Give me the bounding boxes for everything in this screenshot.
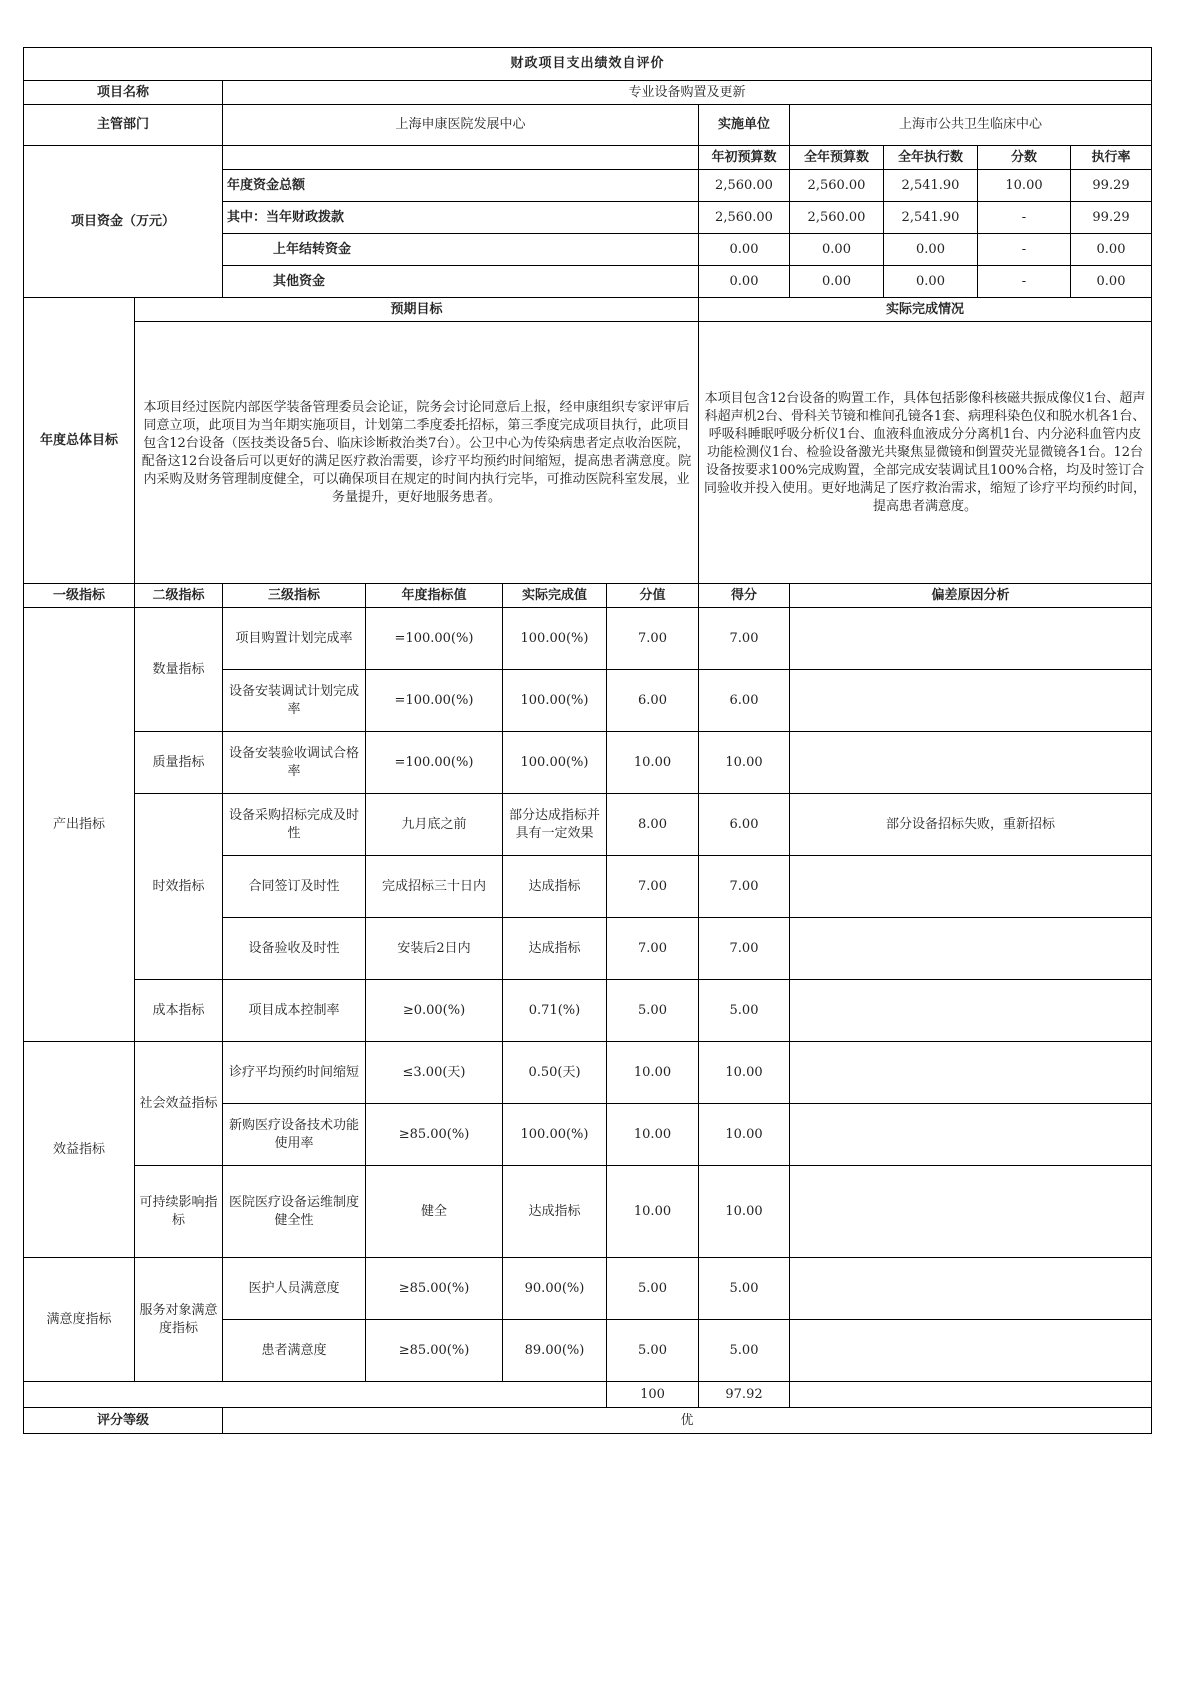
actual-cell: 100.00(%): [503, 1104, 607, 1166]
score-cell: 10.00: [607, 1104, 699, 1166]
indicator-header-target: 年度指标值: [366, 584, 503, 608]
funds-cell: 2,541.90: [884, 202, 978, 234]
indicator-header-reason: 偏差原因分析: [790, 584, 1152, 608]
target-cell: =100.00(%): [366, 732, 503, 794]
reason-cell: [790, 670, 1152, 732]
level2-quality: 质量指标: [135, 732, 223, 794]
funds-row-name: 其他资金: [223, 266, 699, 298]
level2-timeliness: 时效指标: [135, 794, 223, 980]
actual-cell: 100.00(%): [503, 670, 607, 732]
funds-row-name: 年度资金总额: [223, 170, 699, 202]
score-cell: 10.00: [607, 1042, 699, 1104]
funds-header: 分数: [978, 146, 1071, 170]
score-cell: 10.00: [607, 732, 699, 794]
level3-cell: 设备验收及时性: [223, 918, 366, 980]
got-cell: 7.00: [699, 918, 790, 980]
funds-header: 全年执行数: [884, 146, 978, 170]
level1-output: 产出指标: [24, 608, 135, 1042]
actual-result-header: 实际完成情况: [699, 298, 1152, 322]
funds-cell: 10.00: [978, 170, 1071, 202]
target-cell: ≤3.00(天): [366, 1042, 503, 1104]
dept-value: 上海申康医院发展中心: [223, 105, 699, 146]
funds-row-name: 其中：当年财政拨款: [223, 202, 699, 234]
funds-cell: 0.00: [1071, 234, 1152, 266]
funds-cell: 0.00: [699, 234, 790, 266]
target-cell: ≥85.00(%): [366, 1258, 503, 1320]
score-cell: 5.00: [607, 1258, 699, 1320]
level3-cell: 设备安装调试计划完成率: [223, 670, 366, 732]
expected-goal-header: 预期目标: [135, 298, 699, 322]
reason-cell: [790, 1320, 1152, 1382]
level3-cell: 设备采购招标完成及时性: [223, 794, 366, 856]
funds-cell: 2,560.00: [699, 170, 790, 202]
funds-cell: 99.29: [1071, 202, 1152, 234]
got-cell: 10.00: [699, 1104, 790, 1166]
funds-cell: 0.00: [699, 266, 790, 298]
funds-cell: -: [978, 234, 1071, 266]
level3-cell: 医院医疗设备运维制度健全性: [223, 1166, 366, 1258]
level2-sustainable: 可持续影响指标: [135, 1166, 223, 1258]
got-cell: 7.00: [699, 608, 790, 670]
target-cell: 完成招标三十日内: [366, 856, 503, 918]
score-cell: 7.00: [607, 856, 699, 918]
actual-cell: 100.00(%): [503, 608, 607, 670]
indicator-header-score: 分值: [607, 584, 699, 608]
indicator-header-actual: 实际完成值: [503, 584, 607, 608]
got-cell: 10.00: [699, 1042, 790, 1104]
target-cell: 九月底之前: [366, 794, 503, 856]
level3-cell: 诊疗平均预约时间缩短: [223, 1042, 366, 1104]
funds-row-name: 上年结转资金: [223, 234, 699, 266]
actual-cell: 达成指标: [503, 1166, 607, 1258]
funds-cell: 0.00: [884, 234, 978, 266]
funds-header: 执行率: [1071, 146, 1152, 170]
score-cell: 5.00: [607, 980, 699, 1042]
target-cell: =100.00(%): [366, 670, 503, 732]
got-cell: 10.00: [699, 732, 790, 794]
score-cell: 6.00: [607, 670, 699, 732]
score-cell: 5.00: [607, 1320, 699, 1382]
actual-cell: 89.00(%): [503, 1320, 607, 1382]
unit-label: 实施单位: [699, 105, 790, 146]
got-cell: 5.00: [699, 1258, 790, 1320]
expected-goal-text: 本项目经过医院内部医学装备管理委员会论证，院务会讨论同意后上报，经申康组织专家评审后同意立项，此项目为当年期实施项目，计划第二季度委托招标，第三季度完成项目执行，此项目包含12台设备（医技类设备5台、临床诊断救治类7台）。公卫中心为传染病患者定点收治医院，配备这12台设备后可以更好的满足医疗救治需要，诊疗平均预约时间缩短，提高患者满意度。院内采购及财务管理制度健全，可以确保项目在规定的时间内执行完毕，可推动医院科室发展，业务量提升，更好地服务患者。: [135, 322, 699, 584]
reason-cell: [790, 732, 1152, 794]
target-cell: 安装后2日内: [366, 918, 503, 980]
funds-cell: -: [978, 202, 1071, 234]
indicator-header-level2: 二级指标: [135, 584, 223, 608]
total-got: 97.92: [699, 1382, 790, 1408]
level2-quantity: 数量指标: [135, 608, 223, 732]
level3-cell: 设备安装验收调试合格率: [223, 732, 366, 794]
totals-reason-blank: [790, 1382, 1152, 1408]
level3-cell: 项目成本控制率: [223, 980, 366, 1042]
target-cell: ≥85.00(%): [366, 1104, 503, 1166]
reason-cell: [790, 856, 1152, 918]
got-cell: 6.00: [699, 670, 790, 732]
funds-cell: 2,560.00: [790, 170, 884, 202]
funds-cell: 0.00: [790, 234, 884, 266]
project-name-value: 专业设备购置及更新: [223, 81, 1152, 105]
page-title: 财政项目支出绩效自评价: [24, 48, 1152, 81]
reason-cell: [790, 1104, 1152, 1166]
level3-cell: 医护人员满意度: [223, 1258, 366, 1320]
score-cell: 7.00: [607, 918, 699, 980]
reason-cell: [790, 1166, 1152, 1258]
funds-cell: 0.00: [1071, 266, 1152, 298]
funds-cell: 2,560.00: [699, 202, 790, 234]
got-cell: 10.00: [699, 1166, 790, 1258]
actual-cell: 100.00(%): [503, 732, 607, 794]
reason-cell: [790, 980, 1152, 1042]
project-name-label: 项目名称: [24, 81, 223, 105]
actual-result-text: 本项目包含12台设备的购置工作，具体包括影像科核磁共振成像仪1台、超声科超声机2台、骨科关节镜和椎间孔镜各1套、病理科染色仪和脱水机各1台、呼吸科睡眠呼吸分析仪1台、血液科血液成分分离机1台、内分泌科血管内皮功能检测仪1台、检验设备激光共聚焦显微镜和倒置荧光显微镜各1台。12台设备按要求100%完成购置，全部完成安装调试且100%合格，均及时签订合同验收并投入使用。更好地满足了医疗救治需求，缩短了诊疗平均预约时间，提高患者满意度。: [699, 322, 1152, 584]
level3-cell: 患者满意度: [223, 1320, 366, 1382]
funds-header-blank: [223, 146, 699, 170]
funds-cell: 99.29: [1071, 170, 1152, 202]
indicator-header-level1: 一级指标: [24, 584, 135, 608]
total-score: 100: [607, 1382, 699, 1408]
reason-cell: [790, 1258, 1152, 1320]
funds-cell: 0.00: [884, 266, 978, 298]
score-cell: 8.00: [607, 794, 699, 856]
rating-label: 评分等级: [24, 1408, 223, 1434]
level2-cost: 成本指标: [135, 980, 223, 1042]
dept-label: 主管部门: [24, 105, 223, 146]
got-cell: 6.00: [699, 794, 790, 856]
funds-header: 全年预算数: [790, 146, 884, 170]
indicator-header-got: 得分: [699, 584, 790, 608]
funds-label: 项目资金（万元）: [24, 146, 223, 298]
target-cell: ≥0.00(%): [366, 980, 503, 1042]
level3-cell: 合同签订及时性: [223, 856, 366, 918]
performance-evaluation-table: [23, 47, 1152, 1434]
reason-cell: [790, 608, 1152, 670]
target-cell: =100.00(%): [366, 608, 503, 670]
got-cell: 5.00: [699, 1320, 790, 1382]
rating-value: 优: [223, 1408, 1152, 1434]
actual-cell: 部分达成指标并具有一定效果: [503, 794, 607, 856]
target-cell: ≥85.00(%): [366, 1320, 503, 1382]
funds-cell: 2,560.00: [790, 202, 884, 234]
actual-cell: 达成指标: [503, 856, 607, 918]
level2-service-satisfaction: 服务对象满意度指标: [135, 1258, 223, 1382]
level1-satisfaction: 满意度指标: [24, 1258, 135, 1382]
level3-cell: 项目购置计划完成率: [223, 608, 366, 670]
goals-label: 年度总体目标: [24, 298, 135, 584]
score-cell: 7.00: [607, 608, 699, 670]
level3-cell: 新购医疗设备技术功能使用率: [223, 1104, 366, 1166]
level2-social: 社会效益指标: [135, 1042, 223, 1166]
reason-cell: [790, 1042, 1152, 1104]
indicator-header-level3: 三级指标: [223, 584, 366, 608]
funds-cell: 2,541.90: [884, 170, 978, 202]
got-cell: 5.00: [699, 980, 790, 1042]
funds-cell: -: [978, 266, 1071, 298]
funds-cell: 0.00: [790, 266, 884, 298]
actual-cell: 达成指标: [503, 918, 607, 980]
funds-header: 年初预算数: [699, 146, 790, 170]
reason-cell: [790, 918, 1152, 980]
score-cell: 10.00: [607, 1166, 699, 1258]
actual-cell: 0.71(%): [503, 980, 607, 1042]
unit-value: 上海市公共卫生临床中心: [790, 105, 1152, 146]
actual-cell: 0.50(天): [503, 1042, 607, 1104]
target-cell: 健全: [366, 1166, 503, 1258]
level1-benefit: 效益指标: [24, 1042, 135, 1258]
reason-cell: 部分设备招标失败，重新招标: [790, 794, 1152, 856]
actual-cell: 90.00(%): [503, 1258, 607, 1320]
totals-blank: [24, 1382, 607, 1408]
got-cell: 7.00: [699, 856, 790, 918]
